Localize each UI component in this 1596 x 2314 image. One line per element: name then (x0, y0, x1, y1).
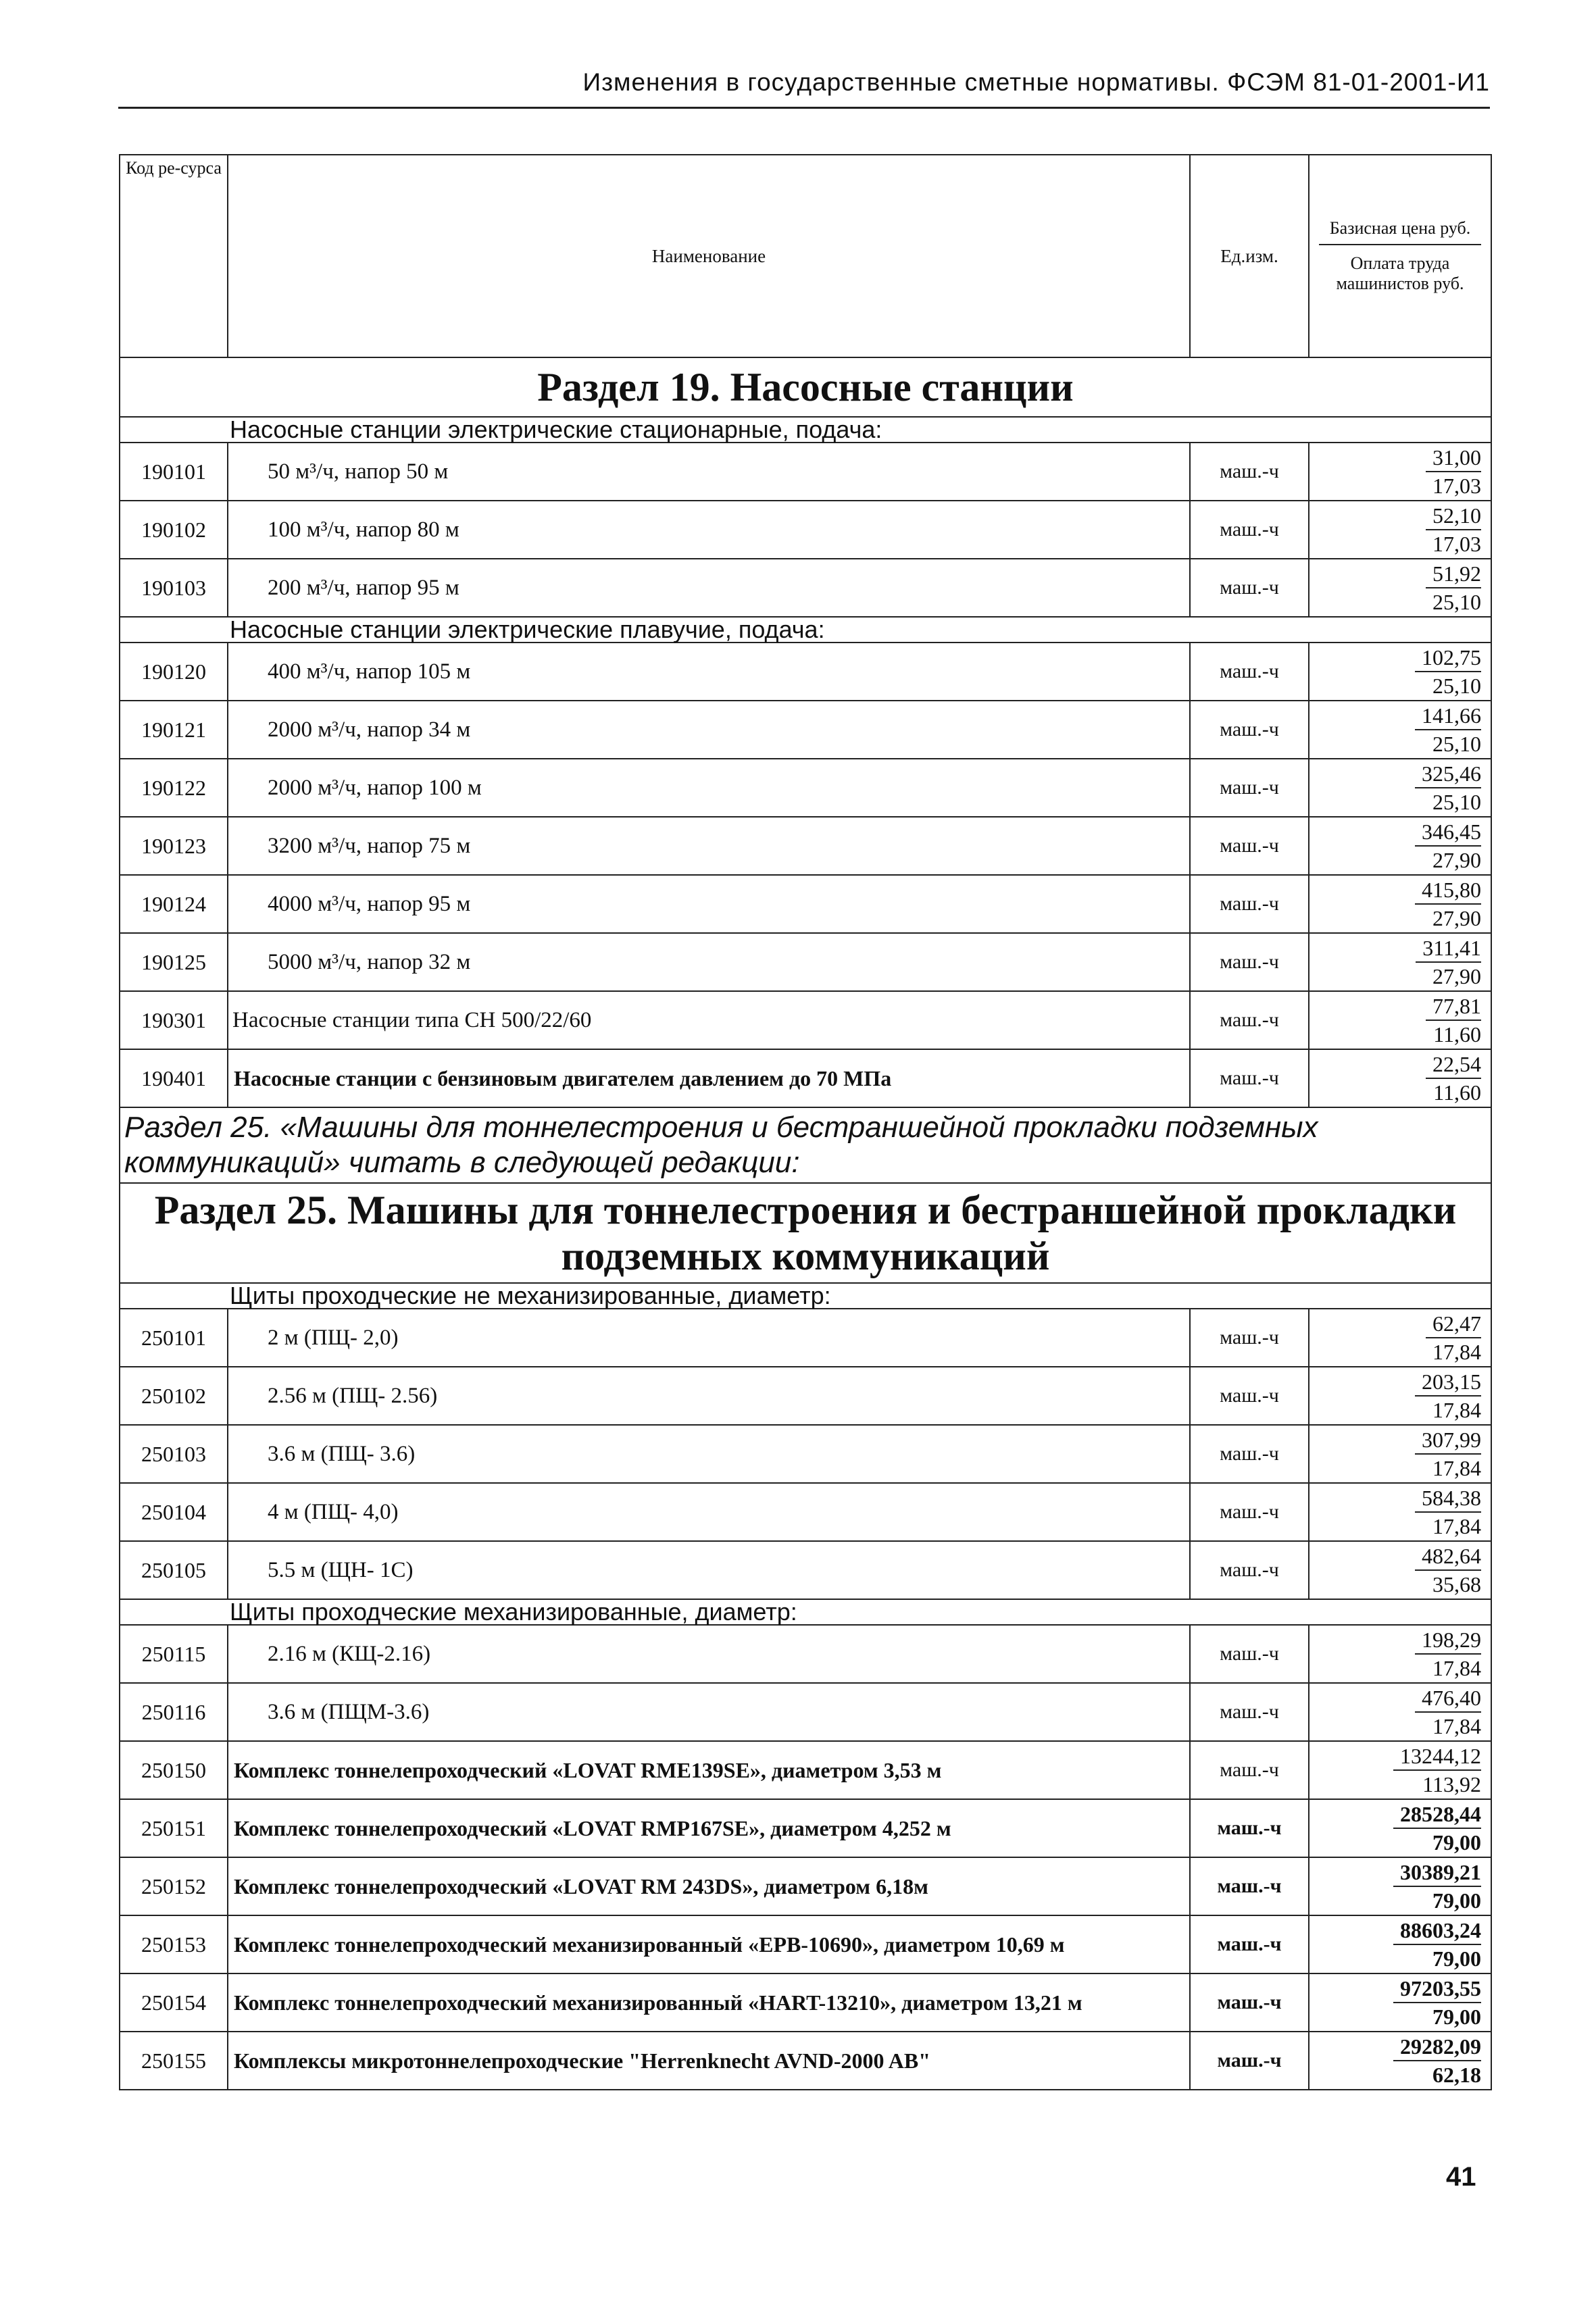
col-header-price (1309, 155, 1491, 357)
resource-price (1309, 1483, 1491, 1541)
amendment-note: Раздел 25. «Машины для тоннелестроения и бестраншейной прокладки подземных коммуникаций» читать в следующей редакции: (120, 1107, 1491, 1183)
resource-code: 190102 (120, 501, 228, 559)
resource-price (1309, 991, 1491, 1049)
resource-price (1309, 1309, 1491, 1367)
base-price: 102,75 (1415, 644, 1481, 672)
resource-unit: маш.-ч (1190, 643, 1309, 701)
table-row (120, 501, 1491, 559)
resource-price (1309, 1541, 1491, 1599)
resource-name: 100 м³/ч, напор 80 м (228, 501, 1190, 559)
table-row (120, 443, 1491, 501)
resource-unit: маш.-ч (1190, 1049, 1309, 1107)
col-header-base-price: Базисная цена руб. (1319, 218, 1481, 245)
resource-code: 190121 (120, 701, 228, 759)
subgroup-row (120, 1599, 1491, 1625)
resource-name: Насосные станции с бензиновым двигателем давлением до 70 МПа (228, 1049, 1190, 1107)
base-price: 307,99 (1415, 1426, 1481, 1455)
resource-code: 190124 (120, 875, 228, 933)
resource-unit: маш.-ч (1190, 2032, 1309, 2090)
labor-cost: 79,00 (1432, 2005, 1481, 2029)
labor-cost: 25,10 (1432, 590, 1481, 614)
labor-cost: 17,84 (1432, 1456, 1481, 1480)
resource-code: 250105 (120, 1541, 228, 1599)
table-row (120, 1625, 1491, 1683)
base-price: 88603,24 (1393, 1917, 1481, 1945)
base-price: 476,40 (1415, 1684, 1481, 1713)
labor-cost: 17,84 (1432, 1514, 1481, 1538)
table-row (120, 1483, 1491, 1541)
resource-price (1309, 1973, 1491, 2032)
resource-unit: маш.-ч (1190, 933, 1309, 991)
resource-name: Комплекс тоннелепроходческий механизированный «EPB-10690», диаметром 10,69 м (228, 1915, 1190, 1973)
resource-price (1309, 443, 1491, 501)
base-price: 482,64 (1415, 1542, 1481, 1571)
resource-name: 50 м³/ч, напор 50 м (228, 443, 1190, 501)
col-header-unit: Ед.изм. (1190, 155, 1309, 357)
resource-unit: маш.-ч (1190, 1915, 1309, 1973)
resource-name: 3.6 м (ПЩМ-3.6) (228, 1683, 1190, 1741)
labor-cost: 27,90 (1432, 848, 1481, 872)
resource-unit: маш.-ч (1190, 501, 1309, 559)
labor-cost: 27,90 (1432, 964, 1481, 988)
table-row (120, 1741, 1491, 1799)
base-price: 141,66 (1415, 702, 1481, 730)
base-price: 13244,12 (1393, 1742, 1481, 1771)
resource-name: 5000 м³/ч, напор 32 м (228, 933, 1190, 991)
base-price: 31,00 (1426, 444, 1481, 472)
col-header-code: Код ре-сурса (120, 155, 228, 357)
resource-unit: маш.-ч (1190, 759, 1309, 817)
labor-cost: 17,84 (1432, 1340, 1481, 1364)
resource-code: 250101 (120, 1309, 228, 1367)
labor-cost: 79,00 (1432, 1888, 1481, 1913)
resource-code: 250154 (120, 1973, 228, 2032)
table-row (120, 933, 1491, 991)
resource-name: 3.6 м (ПЩ- 3.6) (228, 1425, 1190, 1483)
resource-price (1309, 933, 1491, 991)
resource-code: 190103 (120, 559, 228, 617)
table-row (120, 1541, 1491, 1599)
resource-price (1309, 1425, 1491, 1483)
resource-price (1309, 2032, 1491, 2090)
resource-price (1309, 1367, 1491, 1425)
table-row (120, 559, 1491, 617)
resource-code: 250153 (120, 1915, 228, 1973)
resource-code: 190401 (120, 1049, 228, 1107)
resource-code: 250152 (120, 1857, 228, 1915)
subgroup-row (120, 1283, 1491, 1309)
base-price: 198,29 (1415, 1626, 1481, 1655)
resource-name: Комплекс тоннелепроходческий «LOVAT RME139SE», диаметром 3,53 м (228, 1741, 1190, 1799)
resource-name: 2 м (ПЩ- 2,0) (228, 1309, 1190, 1367)
section-25-title-line2: подземных коммуникаций (561, 1234, 1050, 1278)
resource-name: Комплексы микротоннелепроходческие "Herrenknecht AVND-2000 AB" (228, 2032, 1190, 2090)
resource-name: 2000 м³/ч, напор 34 м (228, 701, 1190, 759)
labor-cost: 35,68 (1432, 1572, 1481, 1596)
labor-cost: 11,60 (1433, 1022, 1481, 1047)
section-25-title (120, 1183, 1491, 1283)
table-row (120, 1309, 1491, 1367)
resource-price (1309, 817, 1491, 875)
resource-name: 2000 м³/ч, напор 100 м (228, 759, 1190, 817)
table-row (120, 1049, 1491, 1107)
subgroup-label: Щиты проходческие механизированные, диаметр: (120, 1599, 1491, 1625)
base-price: 28528,44 (1393, 1801, 1481, 1829)
resource-unit: маш.-ч (1190, 991, 1309, 1049)
resource-price (1309, 1049, 1491, 1107)
table-row (120, 1857, 1491, 1915)
section-25-title-row (120, 1183, 1491, 1283)
col-header-labor: Оплата труда машинистов руб. (1336, 253, 1464, 293)
resource-code: 250116 (120, 1683, 228, 1741)
labor-cost: 62,18 (1432, 2063, 1481, 2087)
resource-name: Комплекс тоннелепроходческий «LOVAT RM 243DS», диаметром 6,18м (228, 1857, 1190, 1915)
resource-code: 250155 (120, 2032, 228, 2090)
running-header: Изменения в государственные сметные нормативы. ФСЭМ 81-01-2001-И1 (118, 66, 1490, 109)
resource-unit: маш.-ч (1190, 559, 1309, 617)
section-25-title-line1: Раздел 25. Машины для тоннелестроения и бестраншейной прокладки (154, 1188, 1457, 1232)
subgroup-row (120, 617, 1491, 643)
resource-code: 250104 (120, 1483, 228, 1541)
base-price: 62,47 (1426, 1310, 1481, 1338)
base-price: 51,92 (1426, 560, 1481, 588)
resource-unit: маш.-ч (1190, 1483, 1309, 1541)
table-row (120, 759, 1491, 817)
base-price: 29282,09 (1393, 2033, 1481, 2061)
resource-unit: маш.-ч (1190, 1541, 1309, 1599)
resource-unit: маш.-ч (1190, 443, 1309, 501)
labor-cost: 17,84 (1432, 1656, 1481, 1680)
resource-unit: маш.-ч (1190, 1857, 1309, 1915)
resource-name: 4 м (ПЩ- 4,0) (228, 1483, 1190, 1541)
base-price: 97203,55 (1393, 1975, 1481, 2003)
resource-price (1309, 1799, 1491, 1857)
resource-price (1309, 875, 1491, 933)
resource-unit: маш.-ч (1190, 817, 1309, 875)
table-row (120, 1799, 1491, 1857)
resource-code: 190101 (120, 443, 228, 501)
labor-cost: 25,10 (1432, 790, 1481, 814)
resource-price (1309, 759, 1491, 817)
subgroup-label: Насосные станции электрические стационарные, подача: (120, 417, 1491, 443)
resource-price (1309, 643, 1491, 701)
amendment-note-row (120, 1107, 1491, 1183)
table-row (120, 643, 1491, 701)
labor-cost: 17,84 (1432, 1714, 1481, 1738)
resource-name: 400 м³/ч, напор 105 м (228, 643, 1190, 701)
table-row (120, 991, 1491, 1049)
resource-unit: маш.-ч (1190, 701, 1309, 759)
resource-code: 250151 (120, 1799, 228, 1857)
subgroup-label: Насосные станции электрические плавучие, подача: (120, 617, 1491, 643)
base-price: 77,81 (1426, 992, 1481, 1021)
table-row (120, 875, 1491, 933)
col-header-name: Наименование (228, 155, 1190, 357)
resource-code: 250115 (120, 1625, 228, 1683)
resource-unit: маш.-ч (1190, 1683, 1309, 1741)
table-row (120, 701, 1491, 759)
base-price: 325,46 (1415, 760, 1481, 788)
table-row (120, 1683, 1491, 1741)
resource-code: 190123 (120, 817, 228, 875)
resource-name: 4000 м³/ч, напор 95 м (228, 875, 1190, 933)
base-price: 311,41 (1416, 934, 1481, 963)
section-19-title: Раздел 19. Насосные станции (120, 357, 1491, 417)
resource-unit: маш.-ч (1190, 1309, 1309, 1367)
rates-table (119, 154, 1492, 2090)
resource-code: 190301 (120, 991, 228, 1049)
resource-code: 190125 (120, 933, 228, 991)
labor-cost: 79,00 (1432, 1946, 1481, 1971)
resource-unit: маш.-ч (1190, 1367, 1309, 1425)
resource-name: 2.56 м (ПЩ- 2.56) (228, 1367, 1190, 1425)
labor-cost: 17,03 (1432, 474, 1481, 498)
base-price: 52,10 (1426, 502, 1481, 530)
base-price: 30389,21 (1393, 1859, 1481, 1887)
labor-cost: 25,10 (1432, 732, 1481, 756)
resource-name: 5.5 м (ЩН- 1С) (228, 1541, 1190, 1599)
resource-unit: маш.-ч (1190, 1973, 1309, 2032)
table-row (120, 1367, 1491, 1425)
base-price: 22,54 (1426, 1051, 1481, 1079)
resource-price (1309, 501, 1491, 559)
resource-code: 190120 (120, 643, 228, 701)
labor-cost: 79,00 (1432, 1830, 1481, 1855)
resource-unit: маш.-ч (1190, 1741, 1309, 1799)
labor-cost: 25,10 (1432, 674, 1481, 698)
resource-unit: маш.-ч (1190, 1425, 1309, 1483)
resource-price (1309, 701, 1491, 759)
base-price: 415,80 (1415, 876, 1481, 905)
table-row (120, 1915, 1491, 1973)
page-number: 41 (1446, 2162, 1476, 2192)
resource-code: 190122 (120, 759, 228, 817)
resource-name: 2.16 м (КЩ-2.16) (228, 1625, 1190, 1683)
table-row (120, 817, 1491, 875)
resource-code: 250103 (120, 1425, 228, 1483)
resource-price (1309, 1741, 1491, 1799)
table-row (120, 1425, 1491, 1483)
base-price: 203,15 (1415, 1368, 1481, 1397)
resource-code: 250102 (120, 1367, 228, 1425)
resource-name: Комплекс тоннелепроходческий механизированный «HART-13210», диаметром 13,21 м (228, 1973, 1190, 2032)
resource-name: 3200 м³/ч, напор 75 м (228, 817, 1190, 875)
resource-name: Насосные станции типа СН 500/22/60 (228, 991, 1190, 1049)
labor-cost: 27,90 (1432, 906, 1481, 930)
table-row (120, 1973, 1491, 2032)
labor-cost: 11,60 (1433, 1080, 1481, 1105)
resource-unit: маш.-ч (1190, 875, 1309, 933)
resource-unit: маш.-ч (1190, 1799, 1309, 1857)
resource-price (1309, 559, 1491, 617)
resource-code: 250150 (120, 1741, 228, 1799)
resource-price (1309, 1915, 1491, 1973)
base-price: 346,45 (1415, 818, 1481, 847)
resource-name: Комплекс тоннелепроходческий «LOVAT RMP167SE», диаметром 4,252 м (228, 1799, 1190, 1857)
resource-price (1309, 1683, 1491, 1741)
resource-name: 200 м³/ч, напор 95 м (228, 559, 1190, 617)
table-header-row (120, 155, 1491, 357)
labor-cost: 17,84 (1432, 1398, 1481, 1422)
base-price: 584,38 (1415, 1484, 1481, 1513)
labor-cost: 17,03 (1432, 532, 1481, 556)
resource-price (1309, 1857, 1491, 1915)
table-row (120, 2032, 1491, 2090)
subgroup-label: Щиты проходческие не механизированные, диаметр: (120, 1283, 1491, 1309)
labor-cost: 113,92 (1422, 1772, 1481, 1796)
section-19-title-row (120, 357, 1491, 417)
resource-unit: маш.-ч (1190, 1625, 1309, 1683)
resource-price (1309, 1625, 1491, 1683)
subgroup-row (120, 417, 1491, 443)
